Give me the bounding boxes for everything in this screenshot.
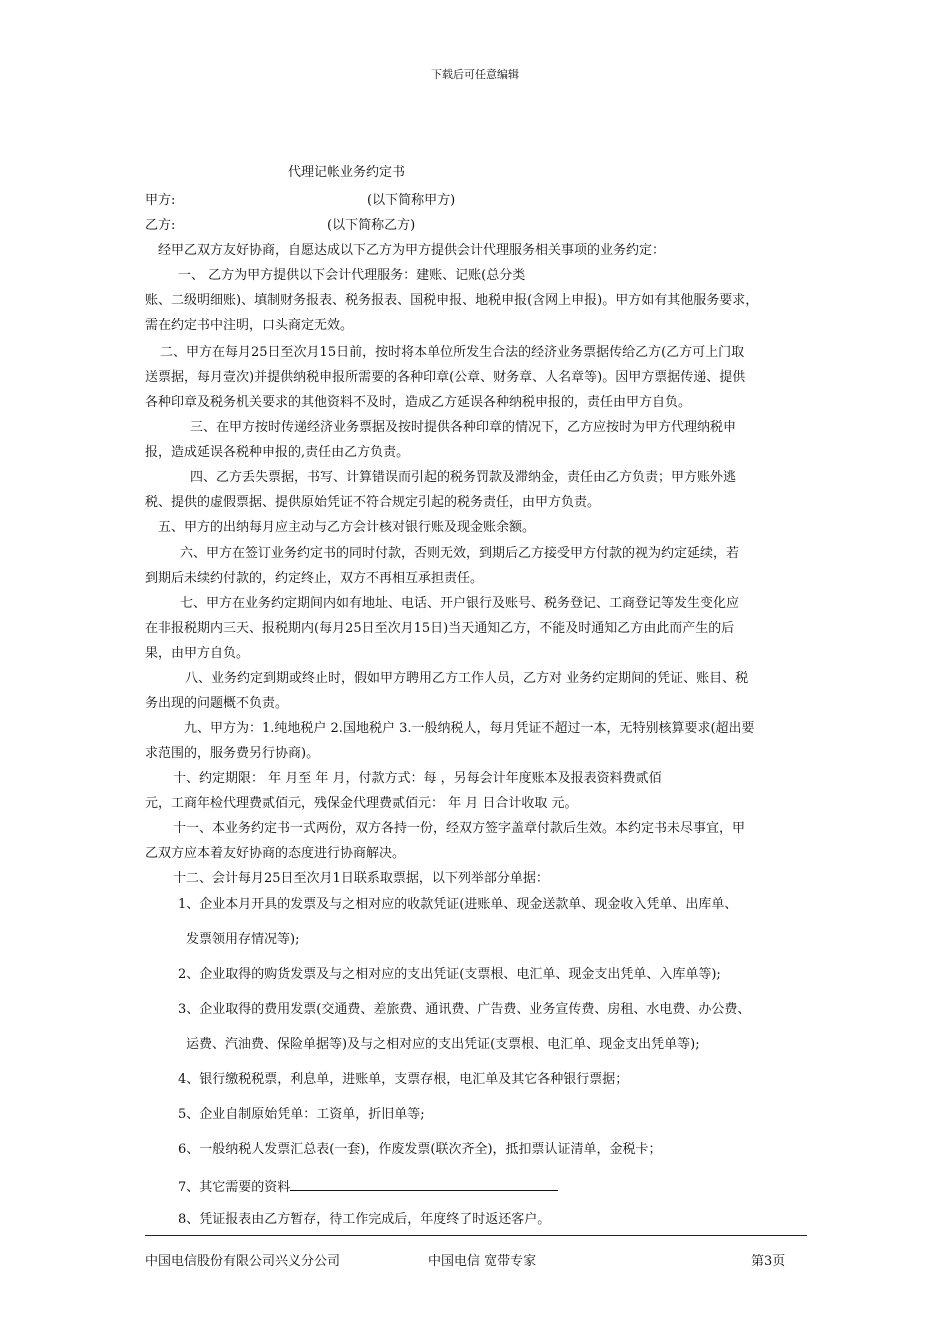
clause-8-line-1: 八、业务约定到期或终止时，假如甲方聘用乙方工作人员，乙方对 业务约定期间的凭证、账目、税 (185, 671, 749, 686)
party-a-suffix: (以下简称甲方) (367, 193, 456, 208)
document-title: 代理记帐业务约定书 (288, 165, 406, 180)
item-1-line-2: 发票领用存情况等); (186, 932, 300, 947)
footer-page-number: 第3页 (751, 1254, 786, 1269)
clause-4-line-2: 税、提供的虚假票据、提供原始凭证不符合规定引起的税务责任，由甲方负责。 (145, 495, 601, 510)
party-a-label: 甲方: (145, 193, 176, 208)
footer-divider (145, 1235, 807, 1236)
clause-6-line-2: 到期后未续约付款的，约定终止，双方不再相互承担责任。 (145, 571, 484, 586)
clause-2-line-1: 二、甲方在每月25日至次月15日前，按时将本单位所发生合法的经济业务票据传给乙方(乙方可上门取 (160, 345, 745, 360)
clause-11-line-1: 十一、本业务约定书一式两份，双方各持一份，经双方签字盖章付款后生效。本约定书未尽事宜，甲 (173, 821, 746, 836)
clause-12-line-1: 十二、会计每月25日至次月1日联系取票据，以下列举部分单据： (173, 871, 549, 886)
footer-company: 中国电信股份有限公司兴义分公司 (145, 1254, 341, 1269)
item-3-line-2: 运费、汽油费、保险单据等)及与之相对应的支出凭证(支票根、电汇单、现金支出凭单等); (186, 1037, 700, 1052)
item-6: 6、一般纳税人发票汇总表(一套)，作废发票(联次齐全)，抵扣票认证清单，金税卡； (178, 1142, 662, 1157)
item-8: 8、凭证报表由乙方暂存，待工作完成后，年度终了时返还客户。 (178, 1212, 551, 1227)
clause-5-line-1: 五、甲方的出纳每月应主动与乙方会计核对银行账及现金账余额。 (158, 520, 536, 535)
party-b-label: 乙方: (145, 218, 176, 233)
item-7-blank-line (290, 1177, 558, 1191)
item-1-line-1: 1、企业本月开具的发票及与之相对应的收款凭证(进账单、现金送款单、现金收入凭单、出库单、 (178, 897, 738, 912)
footer-slogan: 中国电信 宽带专家 (428, 1254, 537, 1269)
clause-9-line-1: 九、甲方为：1.纯地税户 2.国地税户 3.一般纳税人，每月凭证不超过一本，无特别核算要求(超出要 (184, 721, 755, 736)
item-2: 2、企业取得的购货发票及与之相对应的支出凭证(支票根、电汇单、现金支出凭单、入库单等); (178, 967, 721, 982)
clause-2-line-2: 送票据，每月壹次)并提供纳税申报所需要的各种印章(公章、财务章、人名章等)。因甲方票据传递、提供 (145, 370, 746, 385)
clause-7-line-1: 七、甲方在业务约定期间内如有地址、电话、开户银行及账号、税务登记、工商登记等发生变化应 (180, 596, 740, 611)
clause-9-line-2: 求范围的，服务费另行协商)。 (145, 746, 320, 761)
clause-7-line-2: 在非报税期内三天、报税期内(每月25日至次月15日)当天通知乙方，不能及时通知乙方由此而产生的后 (145, 621, 735, 636)
clause-8-line-2: 务出现的问题概不负责。 (145, 696, 289, 711)
clause-10-line-2: 元，工商年检代理费贰佰元，残保金代理费贰佰元： 年 月 日合计收取 元。 (145, 796, 578, 811)
clause-7-line-3: 果，由甲方自负。 (145, 646, 250, 661)
clause-3-line-2: 报，造成延误各税种申报的,责任由乙方负责。 (145, 445, 410, 460)
header-note: 下载后可任意编辑 (431, 68, 519, 81)
item-4: 4、银行缴税税票，利息单，进账单，支票存根，电汇单及其它各种银行票据； (178, 1072, 629, 1087)
clause-1-line-3: 需在约定书中注明，口头商定无效。 (145, 318, 354, 333)
clause-11-line-2: 乙双方应本着友好协商的态度进行协商解决。 (145, 846, 406, 861)
clause-3-line-1: 三、在甲方按时传递经济业务票据及按时提供各种印章的情况下，乙方应按时为甲方代理纳税申 (190, 420, 737, 435)
item-7-label: 7、其它需要的资料 (178, 1180, 291, 1195)
intro-line: 经甲乙双方友好协商，自愿达成以下乙方为甲方提供会计代理服务相关事项的业务约定： (158, 243, 666, 258)
item-7 (178, 1177, 558, 1196)
clause-1-line-2: 账、二级明细账)、填制财务报表、税务报表、国税申报、地税申报(含网上申报)。甲方如有其他服务要求， (145, 293, 759, 308)
item-5: 5、企业自制原始凭单：工资单，折旧单等; (178, 1107, 425, 1122)
party-b-suffix: (以下简称乙方) (327, 218, 416, 233)
clause-10-line-1: 十、约定期限： 年 月至 年 月，付款方式：每 ，另每会计年度账本及报表资料费贰佰 (173, 771, 662, 786)
clause-6-line-1: 六、甲方在签订业务约定书的同时付款，否则无效，到期后乙方接受甲方付款的视为约定延续，若 (180, 546, 740, 561)
item-3-line-1: 3、企业取得的费用发票(交通费、差旅费、通讯费、广告费、业务宣传费、房租、水电费、办公费、 (178, 1002, 751, 1017)
clause-2-line-3: 各种印章及税务机关要求的其他资料不及时，造成乙方延误各种纳税申报的，责任由甲方自负。 (145, 395, 692, 410)
clause-4-line-1: 四、乙方丢失票据，书写、计算错误而引起的税务罚款及滞纳金，责任由乙方负责；甲方账外逃 (190, 470, 737, 485)
clause-1-line-1: 一、 乙方为甲方提供以下会计代理服务：建账、记账(总分类 (178, 268, 526, 283)
